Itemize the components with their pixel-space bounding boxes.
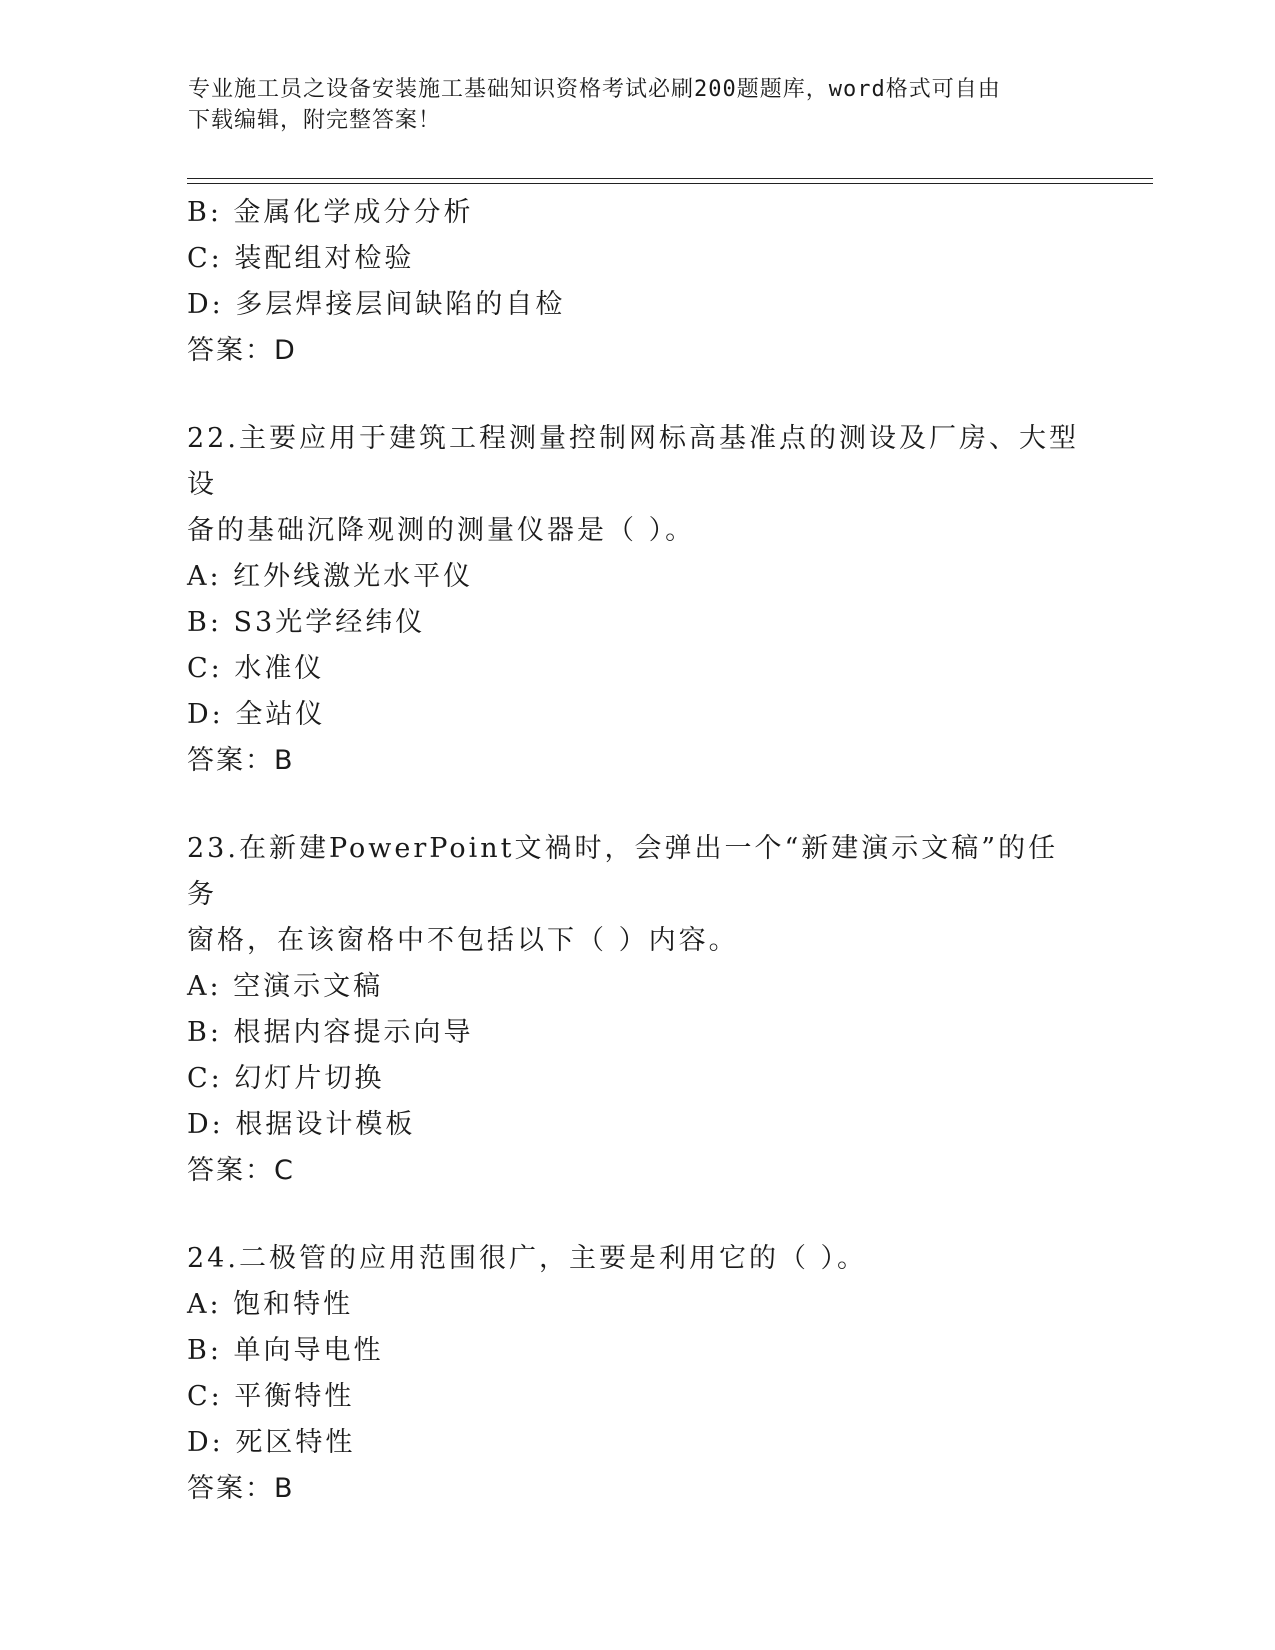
option-b: B: 根据内容提示向导 [187, 1017, 474, 1048]
question-text-line-2: 窗格，在该窗格中不包括以下（ ）内容。 [187, 925, 739, 956]
header-divider [187, 178, 1153, 184]
document-header [188, 74, 1088, 136]
question-24 [187, 1236, 1087, 1512]
answer-line: 答案：C [187, 1155, 295, 1186]
option-d: D: 多层焊接层间缺陷的自检 [187, 289, 566, 320]
question-21-continued [187, 190, 1087, 374]
option-a: A: 红外线激光水平仪 [187, 561, 474, 592]
option-c: C: 装配组对检验 [187, 243, 415, 274]
option-b: B: 单向导电性 [187, 1335, 384, 1366]
option-a: A: 饱和特性 [187, 1289, 354, 1320]
option-c: C: 幻灯片切换 [187, 1063, 385, 1094]
question-text-line-1: 23.在新建PowerPoint文禍时，会弹出一个“新建演示文稿”的任务 [187, 833, 1059, 910]
answer-line: 答案：B [187, 745, 295, 776]
answer-line: 答案：D [187, 335, 297, 366]
question-text-line-1: 22.主要应用于建筑工程测量控制网标高基准点的测设及厂房、大型设 [187, 423, 1079, 500]
question-22 [187, 416, 1087, 784]
option-d: D: 死区特性 [187, 1427, 356, 1458]
spacer [187, 784, 1087, 826]
document-body [187, 190, 1087, 1512]
question-text-line-2: 备的基础沉降观测的测量仪器是（ ）。 [187, 515, 696, 546]
spacer [187, 1194, 1087, 1236]
option-d: D: 全站仪 [187, 699, 326, 730]
question-23 [187, 826, 1087, 1194]
question-text-line-1: 24.二极管的应用范围很广，主要是利用它的（ ）。 [187, 1243, 868, 1274]
header-line-2: 下载编辑，附完整答案！ [188, 108, 442, 133]
spacer [187, 374, 1087, 416]
option-b: B: 金属化学成分分析 [187, 197, 474, 228]
option-d: D: 根据设计模板 [187, 1109, 416, 1140]
answer-line: 答案：B [187, 1473, 295, 1504]
option-c: C: 水准仪 [187, 653, 325, 684]
option-b: B: S3光学经纬仪 [187, 607, 426, 638]
header-line-1: 专业施工员之设备安装施工基础知识资格考试必刷200题题库，word格式可自由 [188, 77, 1001, 102]
option-a: A: 空演示文稿 [187, 971, 384, 1002]
option-c: C: 平衡特性 [187, 1381, 355, 1412]
